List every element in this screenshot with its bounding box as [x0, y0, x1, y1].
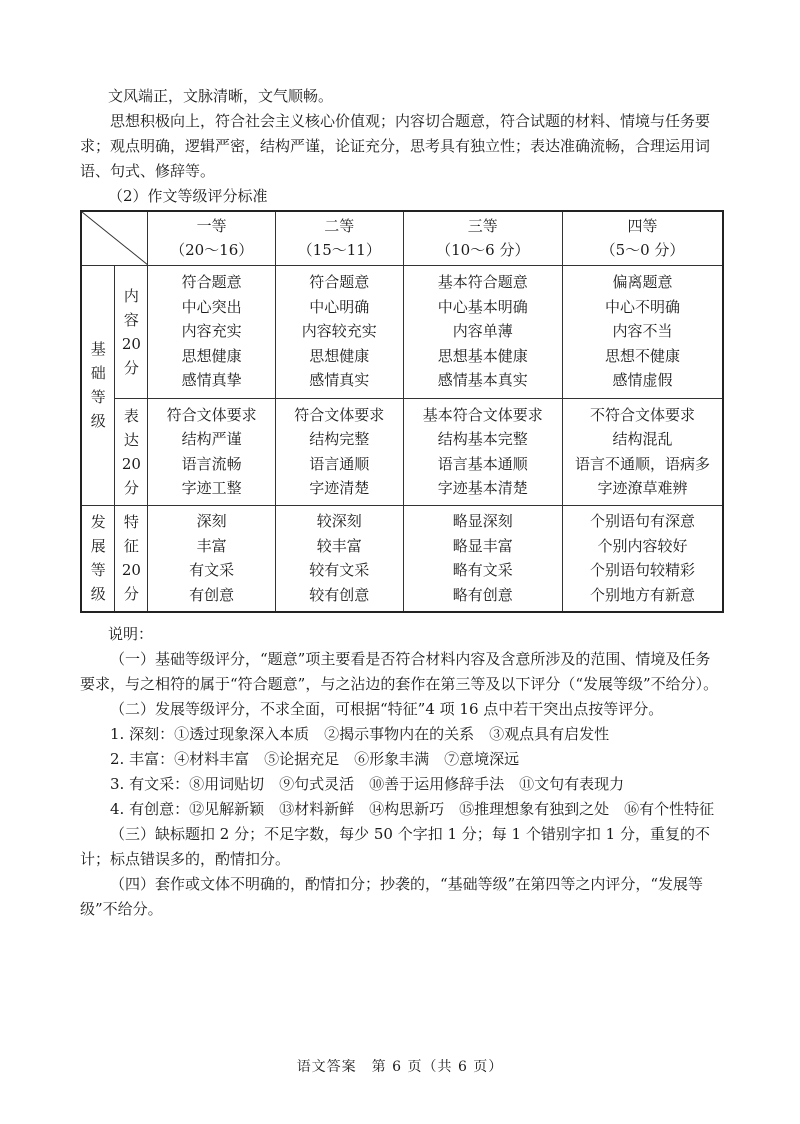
sub-label-content: 内 容 20 分	[115, 265, 148, 398]
feature-grade-4: 个别语句有深意 个别内容较好 个别语句较精彩 个别地方有新意	[563, 505, 723, 612]
feature-grade-1: 深刻 丰富 有文采 有创意	[148, 505, 276, 612]
expression-grade-1: 符合文体要求 结构严谨 语言流畅 字迹工整	[148, 398, 276, 505]
grading-table	[80, 210, 724, 613]
note-1: （一）基础等级评分，“题意”项主要看是否符合材料内容及含意所涉及的范围、情境及任务要求，与之相符的属于“符合题意”，与之沾边的套作在第三等及以下评分（“发展等级”不给分）。	[80, 650, 719, 693]
grade-header-4: 四等 （5～0 分）	[563, 211, 723, 265]
grade-header-3: 三等 （10～6 分）	[403, 211, 562, 265]
sub-label-expression: 表 达 20 分	[115, 398, 148, 505]
content-grade-4: 偏离题意 中心不明确 内容不当 思想不健康 感情虚假	[563, 265, 723, 398]
note-item-2: 2. 丰富：④材料丰富 ⑤论据充足 ⑥形象丰满 ⑦意境深远	[110, 750, 520, 768]
feature-grade-3: 略显深刻 略显丰富 略有文采 略有创意	[403, 505, 562, 612]
intro-paragraph-2: 思想积极向上，符合社会主义核心价值观；内容切合题意，符合试题的材料、情境与任务要求；观点明确，逻辑严密，结构严谨，论证充分，思考具有独立性；表达准确流畅，合理运用词语、句式、修辞等。	[80, 112, 711, 180]
table-corner-diagonal	[81, 211, 148, 265]
grade-header-2: 二等 （15～11）	[275, 211, 403, 265]
sub-label-feature: 特 征 20 分	[115, 505, 148, 612]
table-row-content	[81, 265, 723, 398]
intro-section	[80, 84, 725, 209]
group-label-basic: 基 础 等 级	[81, 265, 115, 505]
table-caption: （2）作文等级评分标准	[108, 187, 268, 205]
note-item-3: 3. 有文采：⑧用词贴切 ⑨句式灵活 ⑩善于运用修辞手法 ⑪文句有表现力	[110, 775, 625, 793]
notes-section	[80, 622, 725, 922]
note-3: （三）缺标题扣 2 分；不足字数，每少 50 个字扣 1 分；每 1 个错别字扣 1 分，重复的不计；标点错误多的，酌情扣分。	[80, 825, 710, 868]
note-4: （四）套作或文体不明确的，酌情扣分；抄袭的，“基础等级”在第四等之内评分，“发展等级”不给分。	[80, 875, 704, 918]
note-item-1: 1. 深刻：①透过现象深入本质 ②揭示事物内在的关系 ③观点具有启发性	[110, 725, 610, 743]
expression-grade-2: 符合文体要求 结构完整 语言通顺 字迹清楚	[275, 398, 403, 505]
table-header-row	[81, 211, 723, 265]
content-grade-3: 基本符合题意 中心基本明确 内容单薄 思想基本健康 感情基本真实	[403, 265, 562, 398]
note-item-4: 4. 有创意：⑫见解新颖 ⑬材料新鲜 ⑭构思新巧 ⑮推理想象有独到之处 ⑯有个性特征	[110, 800, 715, 818]
note-2: （二）发展等级评分，不求全面，可根据“特征”4 项 16 点中若干突出点按等评分。	[110, 700, 664, 718]
page-footer: 语文答案 第 6 页（共 6 页）	[296, 1059, 504, 1075]
expression-grade-3: 基本符合文体要求 结构基本完整 语言基本通顺 字迹基本清楚	[403, 398, 562, 505]
feature-grade-2: 较深刻 较丰富 较有文采 较有创意	[275, 505, 403, 612]
grade-header-1: 一等 （20～16）	[148, 211, 276, 265]
content-grade-1: 符合题意 中心突出 内容充实 思想健康 感情真挚	[148, 265, 276, 398]
table-row-feature	[81, 505, 723, 612]
table-row-expression	[81, 398, 723, 505]
content-grade-2: 符合题意 中心明确 内容较充实 思想健康 感情真实	[275, 265, 403, 398]
intro-line-1: 文风端正，文脉清晰，文气顺畅。	[108, 87, 334, 105]
notes-heading: 说明：	[108, 625, 154, 643]
expression-grade-4: 不符合文体要求 结构混乱 语言不通顺，语病多 字迹潦草难辨	[563, 398, 723, 505]
group-label-development: 发 展 等 级	[81, 505, 115, 612]
